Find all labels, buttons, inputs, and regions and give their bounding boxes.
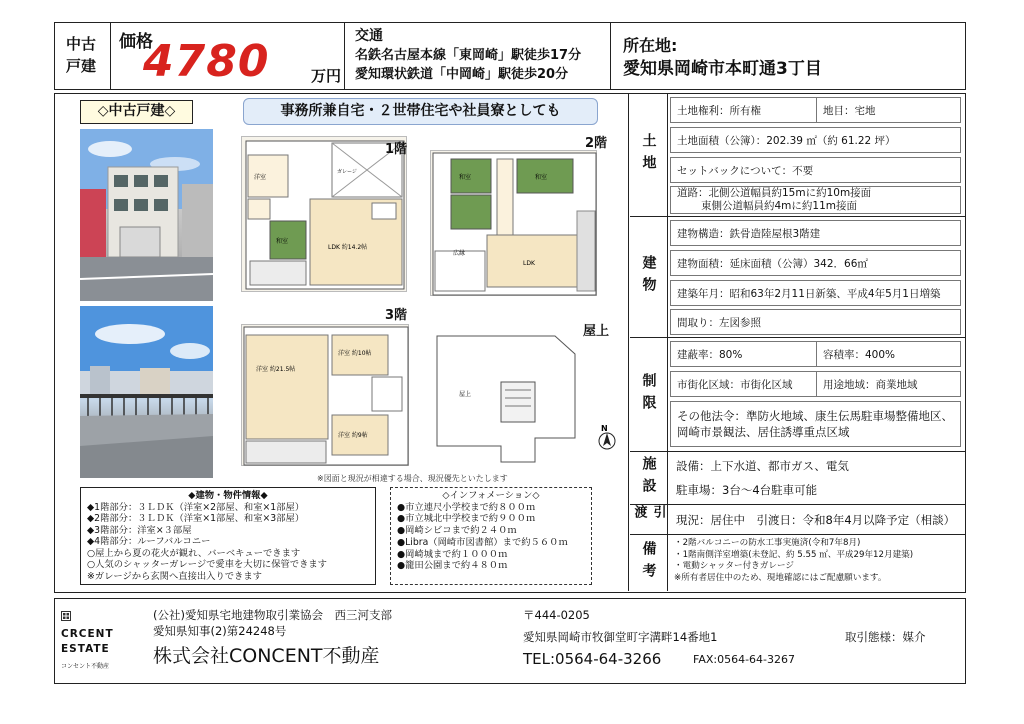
fp2-room2: 和室 bbox=[535, 174, 548, 181]
svg-text:ガレージ: ガレージ bbox=[337, 169, 357, 175]
section-land bbox=[630, 94, 965, 217]
floorplan-1f bbox=[241, 136, 407, 292]
fp3-room2: 洋室 約10帖 bbox=[338, 350, 372, 357]
setback: セットバックについて：不要 bbox=[677, 164, 814, 177]
price-value: 4780 bbox=[143, 36, 270, 87]
info-item: ●岡崎城まで約１０００ｍ bbox=[397, 548, 508, 560]
section-delivery bbox=[630, 505, 965, 535]
roof-balcony-photo bbox=[80, 306, 213, 478]
fp2-ldk: LDK bbox=[523, 260, 535, 267]
land-area: 土地面積（公簿）：202.39 ㎡（約 61.22 坪） bbox=[677, 134, 896, 147]
spec-item: ◆1階部分：３ＬＤＫ（洋室×2部屋、和室×1部屋） bbox=[87, 501, 305, 513]
other-laws-row bbox=[670, 401, 961, 447]
built-row bbox=[670, 280, 961, 306]
kind-line2: 戸建 bbox=[66, 57, 97, 75]
info-title: ◇インフォメーション◇ bbox=[442, 490, 540, 501]
spec-item: ◆3階部分：洋室×３部屋 bbox=[87, 524, 192, 536]
info-item: ●岡崎シビコまで約２４０ｍ bbox=[397, 525, 517, 537]
section-label-restrictions: 制限 bbox=[630, 338, 668, 451]
floorplan-disclaimer: ※図面と現況が相違する場合、現況優先といたします bbox=[317, 474, 508, 483]
traffic-line2: 愛知環状鉄道「中岡崎」駅徒歩20分 bbox=[355, 67, 569, 82]
company-logo bbox=[61, 611, 119, 673]
fax-number: FAX:0564-64-3267 bbox=[693, 653, 796, 666]
floorplan-roof bbox=[435, 334, 581, 466]
structure-row bbox=[670, 220, 961, 246]
traffic-line1: 名鉄名古屋本線「東岡崎」駅徒歩17分 bbox=[355, 48, 582, 63]
building-layout: 間取り：左図参照 bbox=[677, 316, 761, 329]
fp1-room2: 和室 bbox=[276, 238, 289, 245]
company-name: 株式会社CONCENT不動産 bbox=[153, 645, 380, 667]
other-laws-line2: 岡崎市景観法、居住誘導重点区域 bbox=[677, 425, 850, 439]
remark-item: ・電動シャッター付きガレージ bbox=[674, 561, 794, 571]
main-frame bbox=[54, 93, 966, 593]
road-row bbox=[670, 186, 961, 214]
kind-line1: 中古 bbox=[66, 35, 97, 53]
floor-area-row bbox=[670, 250, 961, 276]
floorplan-roof-drawing bbox=[435, 334, 581, 466]
remark-item: ※所有者居住中のため、現地確認にはご配慮願います。 bbox=[674, 572, 887, 583]
fp1-room1: 洋室 bbox=[254, 174, 267, 181]
parking: 駐車場：3台～4台駐車可能 bbox=[676, 483, 818, 497]
north-label: N bbox=[601, 424, 608, 433]
building-exterior-photo bbox=[80, 129, 213, 301]
traffic-cell bbox=[345, 23, 611, 89]
delivery-status: 現況：居住中 引渡日：令和8年4月以降予定（相談） bbox=[676, 513, 956, 527]
logo-grid-icon bbox=[61, 611, 71, 621]
spec-item: ※ガレージから玄関へ直接出入りできます bbox=[87, 570, 262, 582]
other-laws-line1: その他法令：準防火地域、康生伝馬駐車場整備地区、 bbox=[677, 409, 953, 423]
floorplan-1f-drawing bbox=[242, 137, 408, 293]
info-item: ●市立城北中学校まで約９００ｍ bbox=[397, 513, 536, 525]
north-arrow-icon bbox=[597, 424, 617, 450]
floor-label-roof: 屋上 bbox=[583, 324, 610, 339]
road-line1: 道路：北側公道幅員約15mに約10m接面 bbox=[677, 187, 872, 199]
roof-area-label: 屋上 bbox=[459, 391, 472, 398]
fp2-hall: 広縁 bbox=[453, 250, 466, 257]
spec-item: ◆4階部分：ルーフバルコニー bbox=[87, 536, 211, 547]
floor-label-2f: 2階 bbox=[585, 136, 608, 151]
license-number: 愛知県知事(2)第24248号 bbox=[153, 624, 287, 638]
traffic-title: 交通 bbox=[355, 28, 383, 44]
utilities-row bbox=[670, 455, 961, 477]
building-structure: 建物構造：鉄骨造陸屋根3階建 bbox=[677, 227, 821, 240]
parking-row bbox=[670, 479, 961, 501]
land-area-row bbox=[670, 127, 961, 153]
building-built-date: 建築年月：昭和63年2月11日新築、平成4年5月1日増築 bbox=[677, 287, 941, 300]
info-item: ●籠田公園まで約４８０ｍ bbox=[397, 560, 508, 572]
logo-line1: CRCENT bbox=[61, 628, 114, 640]
building-specs-box bbox=[80, 487, 376, 585]
delivery-row bbox=[670, 508, 961, 532]
section-label-delivery: 引渡 bbox=[630, 505, 668, 534]
logo-line3: コンセント不動産 bbox=[61, 663, 110, 670]
zone-row bbox=[670, 371, 961, 397]
road-line2: 東側公道幅員約4mに約11m接面 bbox=[701, 200, 857, 212]
left-panel bbox=[55, 94, 629, 591]
location-value: 愛知県岡崎市本町通3丁目 bbox=[623, 59, 822, 79]
remark-item: ・2階バルコニーの防水工事実施済(令和7年8月) bbox=[674, 538, 861, 548]
price-unit: 万円 bbox=[311, 67, 342, 85]
tagline: 事務所兼自宅・２世帯住宅や社員寮としても bbox=[243, 98, 598, 125]
section-facilities bbox=[630, 452, 965, 505]
land-category: 地目：宅地 bbox=[816, 98, 876, 122]
spec-item: ○人気のシャッターガレージで愛車を大切に保管できます bbox=[87, 559, 327, 570]
section-remarks bbox=[630, 535, 965, 591]
layout-row bbox=[670, 309, 961, 335]
roof-balcony-illustration bbox=[80, 306, 213, 478]
property-kind bbox=[55, 23, 111, 89]
property-details-table bbox=[630, 94, 965, 591]
coverage-ratio: 建蔽率：80% bbox=[677, 348, 743, 361]
phone-number[interactable]: TEL:0564-64-3266 bbox=[523, 650, 662, 668]
section-label-building: 建物 bbox=[630, 217, 668, 337]
section-label-land: 土地 bbox=[630, 94, 668, 216]
fp3-room3: 洋室 約9帖 bbox=[338, 432, 368, 439]
type-badge: ◇中古戸建◇ bbox=[80, 100, 193, 124]
logo-line2: ESTATE bbox=[61, 643, 110, 655]
info-item: ●Libra（岡崎市図書館）まで約５６０ｍ bbox=[397, 536, 568, 548]
utilities: 設備：上下水道、都市ガス、電気 bbox=[676, 459, 849, 473]
header bbox=[54, 22, 966, 90]
floor-label-1f: 1階 bbox=[385, 142, 408, 157]
floorplan-2f-drawing bbox=[431, 151, 598, 297]
fp1-ldk: LDK 約14.2帖 bbox=[328, 244, 368, 251]
floorplan-3f bbox=[241, 324, 409, 466]
price-cell bbox=[111, 23, 345, 89]
urbanization-zone: 市街化区域：市街化区域 bbox=[677, 378, 793, 391]
location-label: 所在地: bbox=[623, 36, 678, 55]
land-rights-row bbox=[670, 97, 961, 123]
company-address: 愛知県岡崎市牧御堂町字溝畔14番地1 bbox=[523, 630, 718, 644]
footer bbox=[54, 598, 966, 684]
spec-item: ○屋上から夏の花火が観れ、バーベキューできます bbox=[87, 547, 301, 559]
floor-label-3f: 3階 bbox=[385, 308, 408, 323]
setback-row bbox=[670, 157, 961, 183]
remarks-list bbox=[674, 538, 913, 584]
section-label-remarks: 備考 bbox=[630, 535, 668, 591]
spec-item: ◆2階部分：３ＬＤＫ（洋室×1部屋、和室×3部屋） bbox=[87, 513, 305, 524]
price-label: 価格 bbox=[119, 32, 153, 52]
association: (公社)愛知県宅地建物取引業協会 西三河支部 bbox=[153, 608, 392, 622]
floorplan-2f bbox=[430, 150, 597, 296]
building-floor-area: 建物面積：延床面積（公簿）342．66㎡ bbox=[677, 257, 868, 270]
remark-item: ・1階南側洋室増築(未登記、約 5.55 ㎡、平成29年12月建築) bbox=[674, 549, 914, 560]
coverage-row bbox=[670, 341, 961, 367]
location-cell bbox=[611, 23, 965, 89]
floor-area-ratio: 容積率：400% bbox=[816, 342, 895, 366]
specs-title: ◆建物・物件情報◆ bbox=[188, 490, 268, 501]
section-restrictions bbox=[630, 338, 965, 452]
section-building bbox=[630, 217, 965, 338]
building-exterior-illustration bbox=[80, 129, 213, 301]
land-rights: 土地権利：所有権 bbox=[677, 104, 761, 117]
fp2-room1: 和室 bbox=[459, 174, 472, 181]
floorplan-3f-drawing bbox=[242, 325, 410, 467]
fp3-room1: 洋室 約21.5帖 bbox=[256, 366, 296, 373]
use-zone: 用途地域：商業地域 bbox=[816, 372, 918, 396]
info-item: ●市立連尺小学校まで約８００ｍ bbox=[397, 501, 536, 513]
postal-code: 〒444-0205 bbox=[523, 608, 590, 622]
transaction-type: 取引態様：媒介 bbox=[845, 630, 926, 644]
section-label-facilities: 施設 bbox=[630, 452, 668, 504]
information-box bbox=[390, 487, 592, 585]
